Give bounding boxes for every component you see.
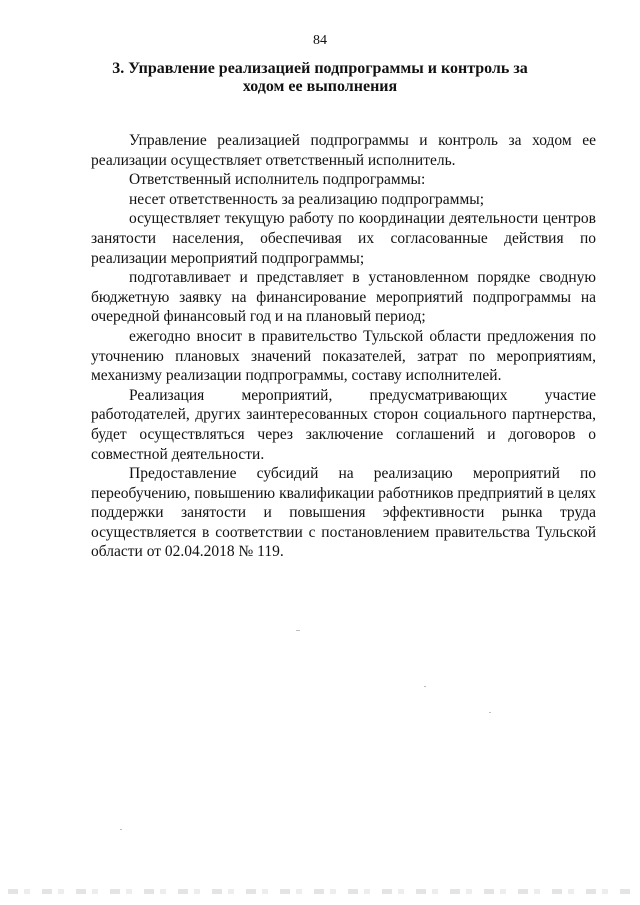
scan-speck [424, 686, 426, 687]
paragraph: ежегодно вносит в правительство Тульской области предложения по уточнению плановых значений показателей, затрат по мероприятиям, механизму реализации подпрограммы, составу исполнителей. [91, 327, 596, 385]
section-heading: 3. Управление реализацией подпрограммы и контроль за ходом ее выполнения [112, 60, 528, 95]
footer-scan-noise [8, 889, 632, 894]
paragraph: осуществляет текущую работу по координации деятельности центров занятости населения, обеспечивая их согласованные действия по реализации мероприятий подпрограммы; [91, 210, 596, 267]
scan-speck [489, 712, 491, 713]
paragraph: подготавливает и представляет в установленном порядке сводную бюджетную заявку на финансирование мероприятий подпрограммы на очередной финансовый год и на плановый период; [91, 269, 596, 326]
paragraph: Управление реализацией подпрограммы и контроль за ходом ее реализации осуществляет ответственный исполнитель. [91, 132, 596, 169]
paragraph: Реализация мероприятий, предусматривающих участие работодателей, других заинтересованных сторон социального партнерства, будет осуществляться через заключение соглашений и договоров о совместной деятельности. [91, 386, 596, 463]
page-number: 84 [313, 33, 327, 48]
paragraph: Предоставление субсидий на реализацию мероприятий по переобучению, повышению квалификации работников предприятий в целях поддержки занятости и повышения эффективности рынка труда осуществляется в соответствии с постановлением правительства Тульской области от 02.04.2018 № 119. [91, 465, 596, 561]
scan-speck [296, 630, 300, 631]
paragraph: Ответственный исполнитель подпрограммы: [129, 171, 426, 189]
scan-speck [120, 829, 122, 830]
body-text [91, 131, 596, 562]
paragraph: несет ответственность за реализацию подпрограммы; [129, 190, 485, 208]
